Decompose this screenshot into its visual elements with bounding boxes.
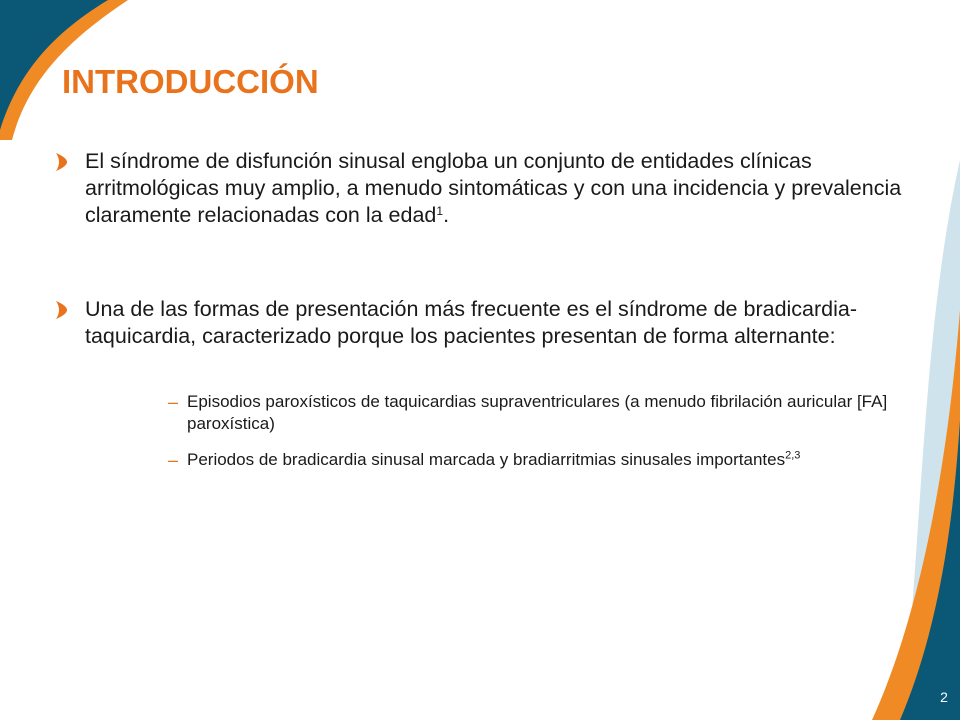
reference-superscript-2-3: 2,3 <box>785 449 801 462</box>
sub-bullet-item-2 <box>168 449 908 471</box>
reference-superscript-1: 1 <box>436 203 444 218</box>
bullet-item-1 <box>56 148 906 229</box>
sub-bullet-dash: – <box>168 450 179 470</box>
sub-bullet-text-1: Episodios paroxísticos de taquicardias supraventriculares (a menudo fibrilación auricular [FA] paroxística) <box>187 392 888 433</box>
sub-bullet-item-1 <box>168 391 908 435</box>
bullet-text-1 <box>85 148 906 229</box>
bullet-marker-icon <box>56 301 67 319</box>
bullet-text-2: Una de las formas de presentación más frecuente es el síndrome de bradicardia-taquicardia, caracterizado porque los pacientes presentan de forma alternante: <box>85 297 858 348</box>
page-number: 2 <box>940 689 948 705</box>
bullet-marker-icon <box>56 153 67 171</box>
bullet-item-2 <box>56 296 906 350</box>
bullet-text-1-suffix: . <box>443 203 450 227</box>
bullet-text-1-main: El síndrome de disfunción sinusal engloba un conjunto de entidades clínicas arritmológicas muy amplio, a menudo sintomáticas y con una incidencia y prevalencia claramente relacionadas con la edad <box>85 149 902 227</box>
slide-title: INTRODUCCIÓN <box>62 63 319 100</box>
sub-bullet-dash: – <box>168 392 179 412</box>
sub-bullet-text-2 <box>187 449 908 471</box>
sub-bullet-text-2-main: Periodos de bradicardia sinusal marcada y bradiarritmias sinusales importantes <box>187 450 786 469</box>
